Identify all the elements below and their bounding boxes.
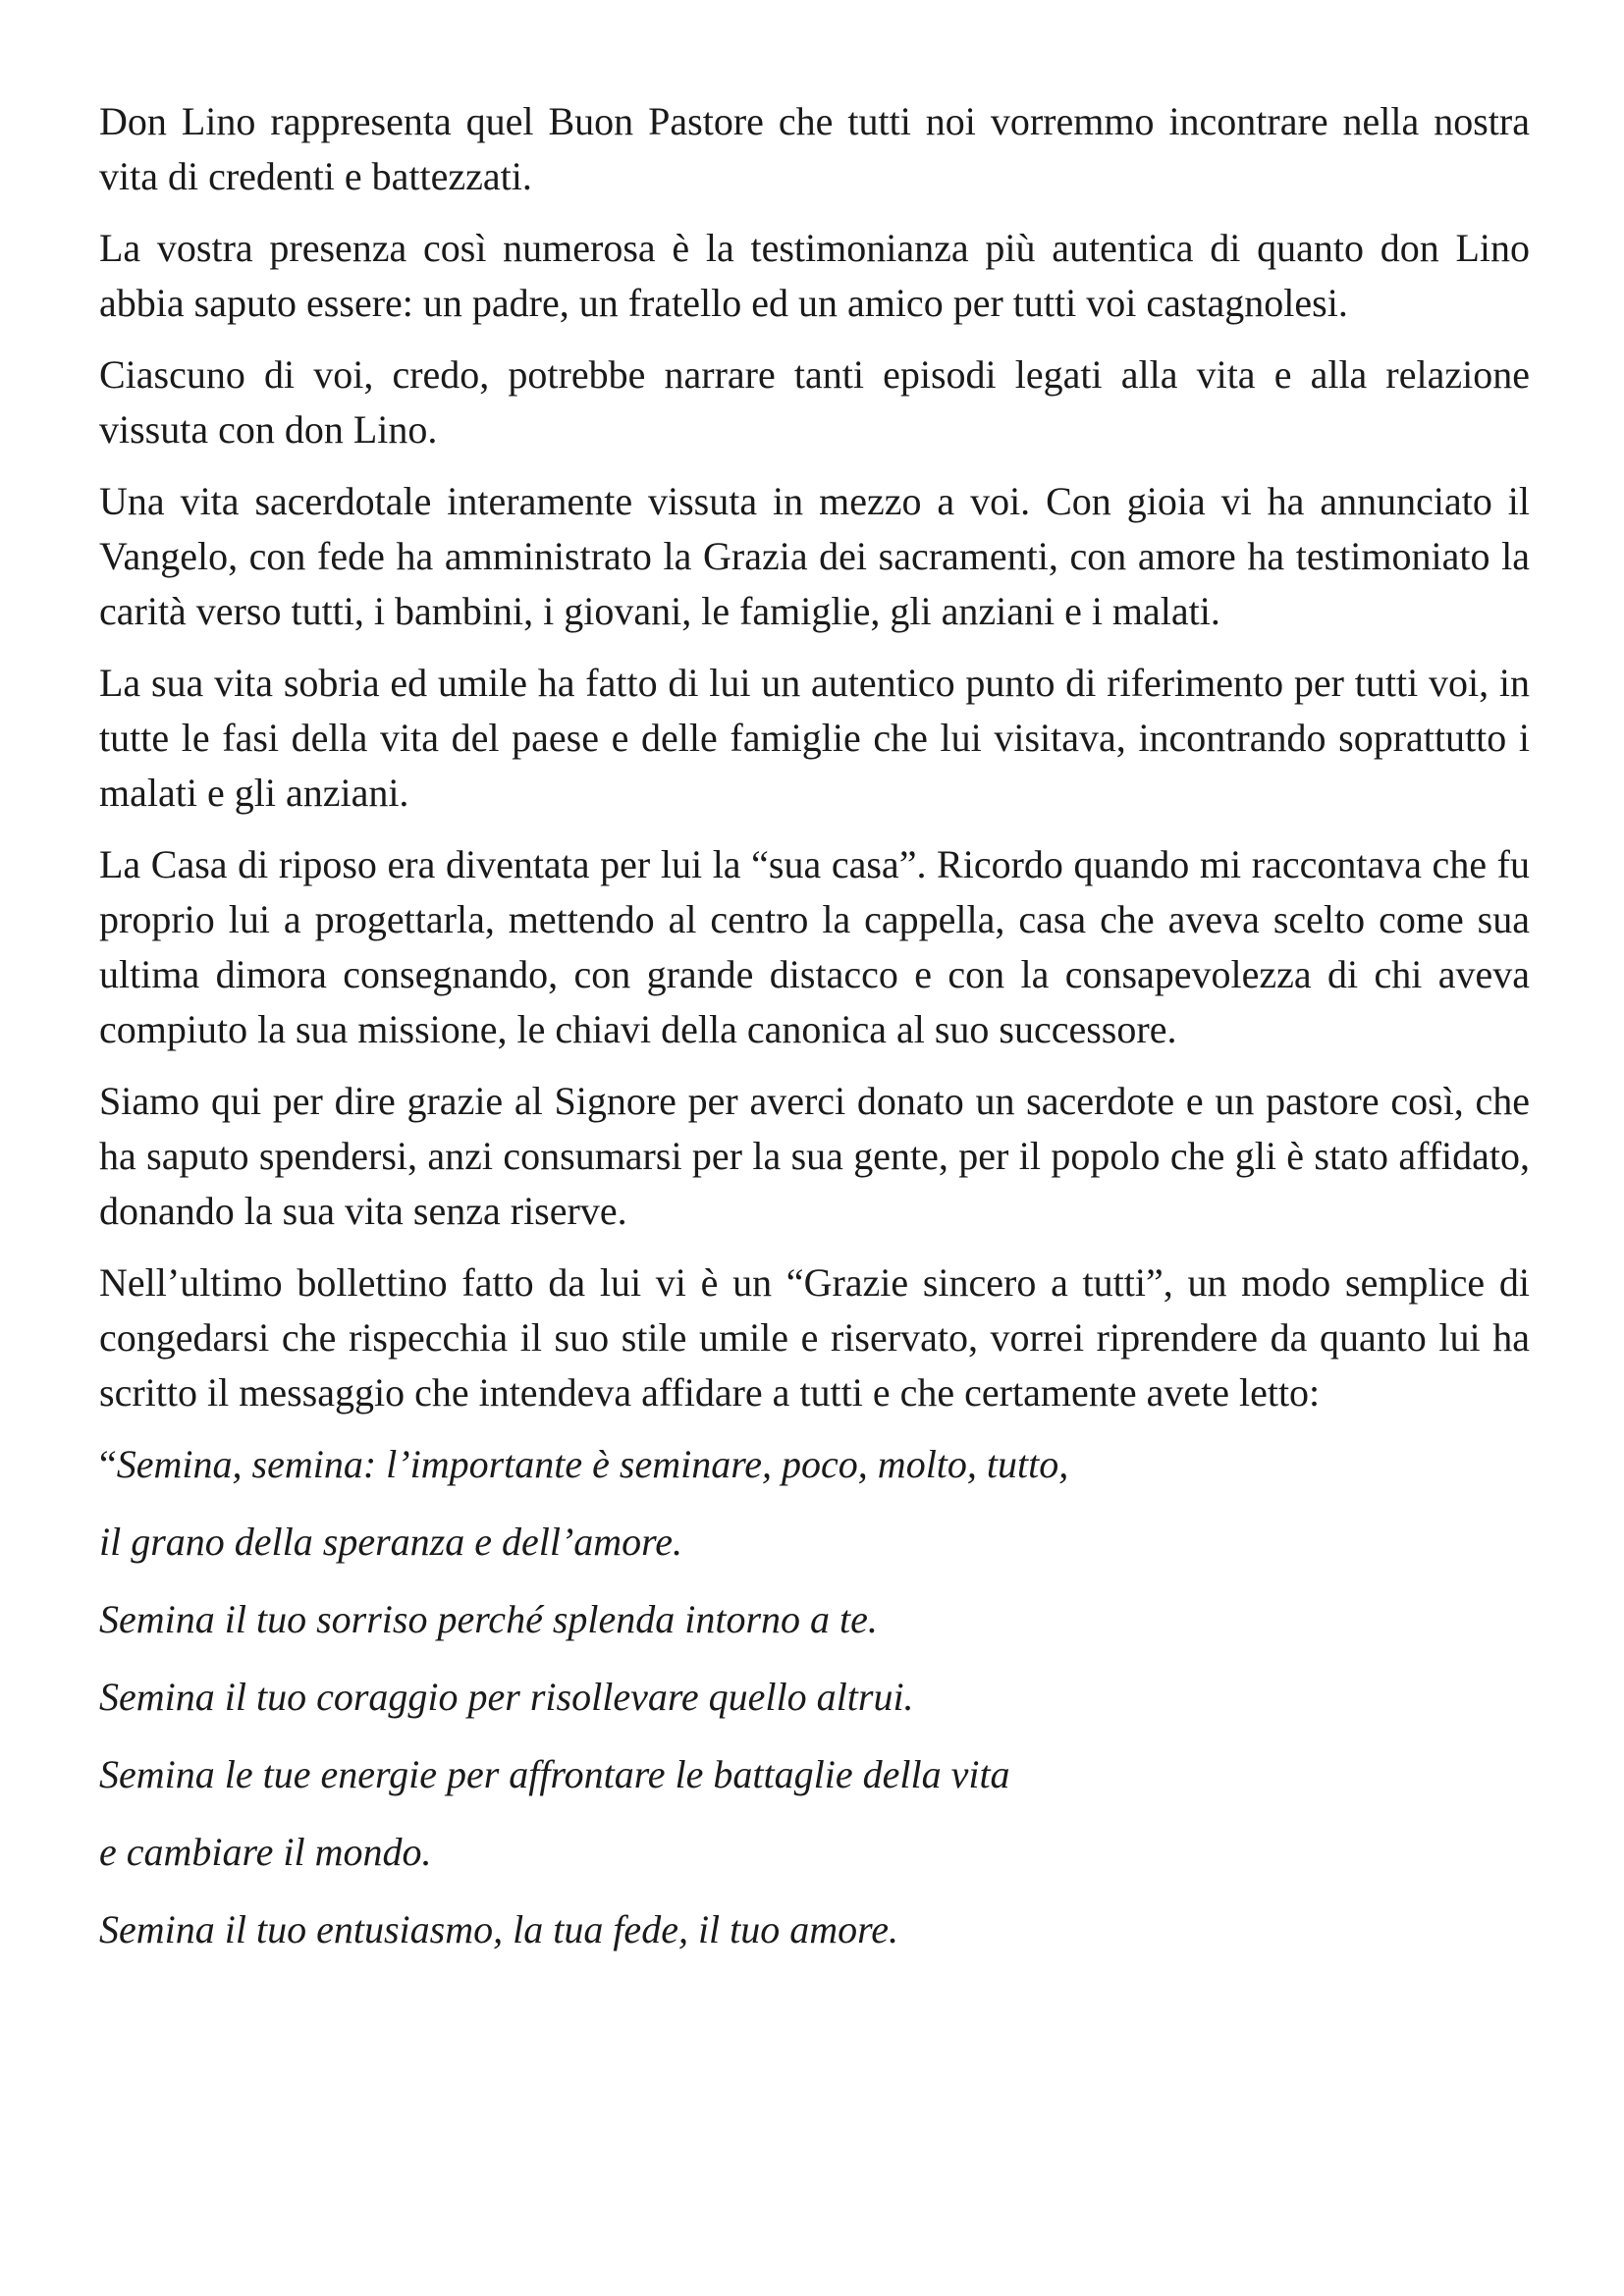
document-body (99, 94, 1530, 1980)
paragraph: La vostra presenza così numerosa è la testimonianza più autentica di quanto don Lino abbia saputo essere: un padre, un fratello ed un amico per tutti voi castagnolesi. (99, 226, 1530, 325)
opening-quote-mark: “ (99, 1442, 117, 1486)
verse-line: Semina il tuo sorriso perché splenda intorno a te. (99, 1597, 878, 1641)
paragraph: Una vita sacerdotale interamente vissuta in mezzo a voi. Con gioia vi ha annunciato il Vangelo, con fede ha amministrato la Grazia dei sacramenti, con amore ha testimoniato la carità verso tutti, i bambini, i giovani, le famiglie, gli anziani e i malati. (99, 479, 1530, 633)
paragraph: Don Lino rappresenta quel Buon Pastore che tutti noi vorremmo incontrare nella nostra vita di credenti e battezzati. (99, 99, 1530, 198)
verse-line (99, 1437, 1530, 1492)
verse-line: il grano della speranza e dell’amore. (99, 1520, 683, 1564)
paragraph: La sua vita sobria ed umile ha fatto di lui un autentico punto di riferimento per tutti voi, in tutte le fasi della vita del paese e delle famiglie che lui visitava, incontrando soprattutto i malati e gli anziani. (99, 661, 1530, 815)
verse-line: Semina il tuo coraggio per risollevare quello altrui. (99, 1675, 914, 1719)
verse-line: Semina le tue energie per affrontare le battaglie della vita (99, 1752, 1010, 1796)
verse-line: e cambiare il mondo. (99, 1830, 432, 1874)
paragraph: Ciascuno di voi, credo, potrebbe narrare tanti episodi legati alla vita e alla relazione vissuta con don Lino. (99, 352, 1530, 452)
paragraph: La Casa di riposo era diventata per lui la “sua casa”. Ricordo quando mi raccontava che fu proprio lui a progettarla, mettendo al centro la cappella, casa che aveva scelto come sua ultima dimora consegnando, con grande distacco e con la consapevolezza di chi aveva compiuto la sua missione, le chiavi della canonica al suo successore. (99, 842, 1530, 1051)
paragraph: Nell’ultimo bollettino fatto da lui vi è un “Grazie sincero a tutti”, un modo semplice di congedarsi che rispecchia il suo stile umile e riservato, vorrei riprendere da quanto lui ha scritto il messaggio che intendeva affidare a tutti e che certamente avete letto: (99, 1260, 1530, 1415)
verse-line: Semina il tuo entusiasmo, la tua fede, il tuo amore. (99, 1907, 899, 1951)
paragraph: Siamo qui per dire grazie al Signore per averci donato un sacerdote e un pastore così, che ha saputo spendersi, anzi consumarsi per la sua gente, per il popolo che gli è stato affidato, donando la sua vita senza riserve. (99, 1079, 1530, 1233)
verse-text: Semina, semina: l’importante è seminare, poco, molto, tutto, (116, 1442, 1069, 1486)
